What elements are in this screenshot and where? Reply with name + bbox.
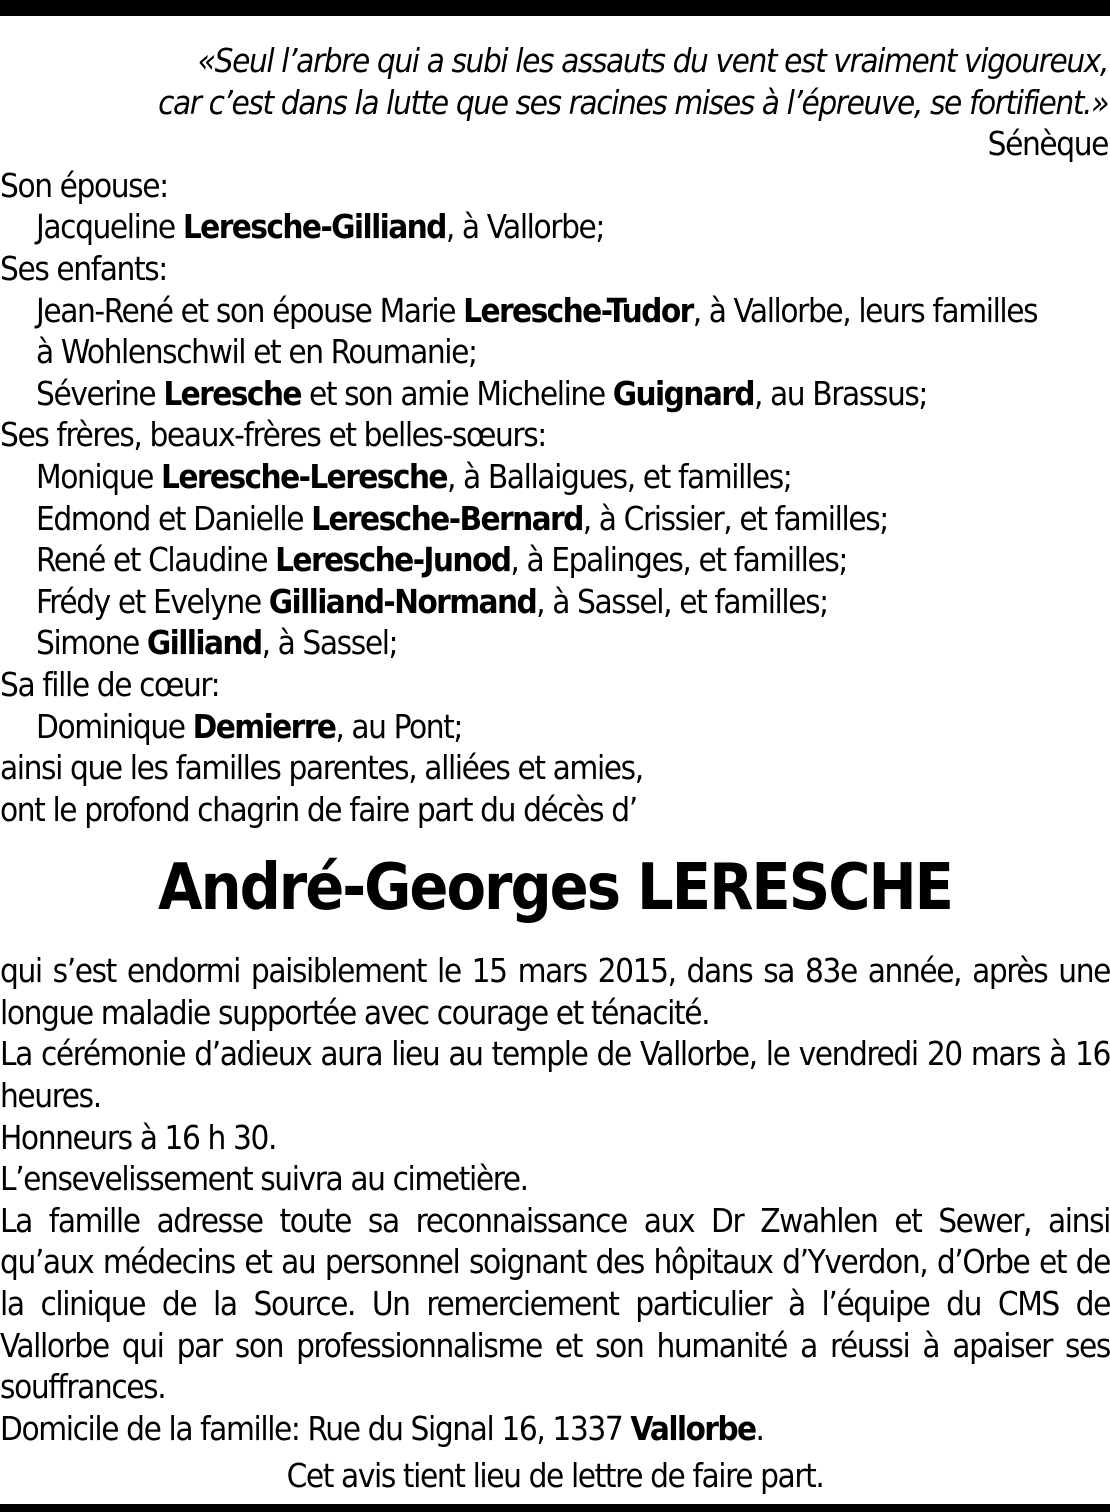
spouse-first: Jacqueline xyxy=(36,207,183,247)
bottom-border-rule xyxy=(0,1504,1110,1512)
sibling-surname: Leresche-Junod xyxy=(275,540,511,580)
sibling-first: Simone xyxy=(36,623,147,663)
sibling-rest: , à Ballaigues, et familles; xyxy=(446,456,792,496)
quote-author: Sénèque xyxy=(987,124,1108,164)
quote-line-2: car c’est dans la lutte que ses racines mises à l’épreuve, se fortifient.» xyxy=(158,82,1108,122)
children-heading: Ses enfants: xyxy=(0,248,167,288)
siblings-heading: Ses frères, beaux-frères et belles-sœurs: xyxy=(0,415,546,455)
spouse-entry xyxy=(0,206,1110,248)
heart-daughter-heading: Sa fille de cœur: xyxy=(0,664,220,704)
child1-first: Jean-René et son épouse Marie xyxy=(36,290,464,330)
child1-rest: , à Vallorbe, leurs familles xyxy=(692,290,1038,330)
burial-line: L’ensevelissement suivra au cimetière. xyxy=(0,1159,528,1199)
thanks-paragraph: La famille adresse toute sa reconnaissance aux Dr Zwahlen et Sewer, ainsi qu’aux médecins et au personnel soignant des hôpitaux d’Yverdon, d’Orbe et de la clinique de la Source. Un remerciement particulier à l’équipe du CMS de Vallorbe qui par son professionnalisme et son humanité a réussi à apaiser ses souffrances. xyxy=(0,1200,1110,1407)
deceased-name: André-Georges LERESCHE xyxy=(158,851,952,926)
sibling-rest: , à Sassel, et familles; xyxy=(536,581,828,621)
heart-daughter-first: Dominique xyxy=(36,706,193,746)
sibling-entry xyxy=(0,498,1110,540)
domicile-line xyxy=(0,1408,1110,1450)
relatives-line: ainsi que les familles parentes, alliées et amies, xyxy=(0,748,643,788)
child2-rest: , au Brassus; xyxy=(753,373,928,413)
child2-middle: et son amie Micheline xyxy=(300,373,613,413)
obituary-notice xyxy=(0,40,1110,1497)
child-entry-1-cont: à Wohlenschwil et en Roumanie; xyxy=(36,332,477,372)
sibling-surname: Leresche-Bernard xyxy=(311,498,583,538)
domicile-city: Vallorbe xyxy=(630,1408,756,1448)
child-entry-2 xyxy=(0,373,1110,415)
honours-line: Honneurs à 16 h 30. xyxy=(0,1117,276,1157)
heart-daughter-entry xyxy=(0,706,1110,748)
heart-daughter-surname: Demierre xyxy=(192,706,336,746)
epigraph-quote xyxy=(0,40,1110,123)
spouse-heading: Son épouse: xyxy=(0,165,168,205)
child-entry-1 xyxy=(0,290,1110,332)
details-section xyxy=(0,950,1110,1449)
sibling-rest: , à Epalinges, et familles; xyxy=(510,540,848,580)
domicile-suffix: . xyxy=(755,1408,764,1448)
child2-first: Séverine xyxy=(36,373,164,413)
sibling-entry xyxy=(0,581,1110,623)
spouse-rest: , à Vallorbe; xyxy=(445,207,605,247)
child2-surname-2: Guignard xyxy=(612,373,754,413)
sibling-entry xyxy=(0,456,1110,498)
ceremony-paragraph: La cérémonie d’adieux aura lieu au temple de Vallorbe, le vendredi 20 mars à 16 heures. xyxy=(0,1034,1110,1116)
sibling-rest: , à Crissier, et familles; xyxy=(582,498,888,538)
child2-surname-1: Leresche xyxy=(163,373,301,413)
sibling-first: René et Claudine xyxy=(36,540,276,580)
sibling-surname: Gilliand-Normand xyxy=(268,581,537,621)
sibling-surname: Leresche-Leresche xyxy=(161,456,447,496)
closing-note: Cet avis tient lieu de lettre de faire part. xyxy=(286,1456,824,1496)
sibling-first: Frédy et Evelyne xyxy=(36,581,269,621)
family-list xyxy=(0,165,1110,831)
sibling-surname: Gilliand xyxy=(146,623,262,663)
death-paragraph: qui s’est endormi paisiblement le 15 mars 2015, dans sa 83e année, après une longue maladie supportée avec courage et ténacité. xyxy=(0,951,1110,1032)
sibling-entry xyxy=(0,622,1110,664)
domicile-prefix: Domicile de la famille: Rue du Signal 16, 1337 xyxy=(0,1408,631,1448)
top-border-rule xyxy=(0,0,1110,16)
sibling-rest: , à Sassel; xyxy=(261,623,398,663)
quote-line-1: «Seul l’arbre qui a subi les assauts du vent est vraiment vigoureux, xyxy=(197,41,1108,80)
spouse-surname: Leresche-Gilliand xyxy=(182,207,446,247)
sibling-first: Monique xyxy=(36,456,162,496)
sibling-entry xyxy=(0,539,1110,581)
sibling-first: Edmond et Danielle xyxy=(36,498,312,538)
heart-daughter-rest: , au Pont; xyxy=(335,706,462,746)
child1-surname: Leresche-Tudor xyxy=(463,290,693,330)
announcement-line: ont le profond chagrin de faire part du décès d’ xyxy=(0,789,637,829)
